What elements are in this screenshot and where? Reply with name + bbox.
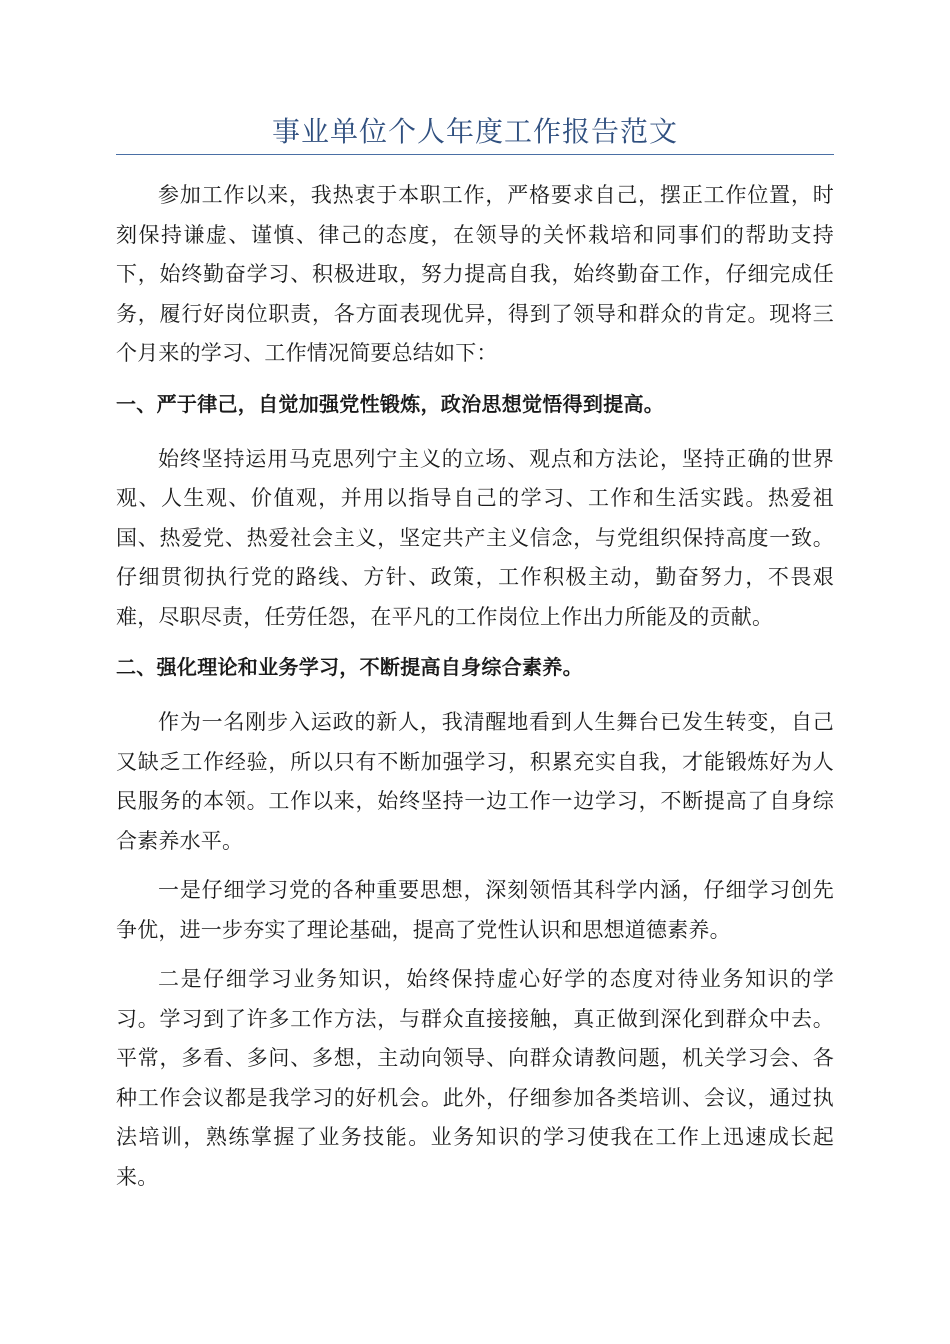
section-2-point-1: 一是仔细学习党的各种重要思想，深刻领悟其科学内涵，仔细学习创先争优，进一步夯实了理论基础，提高了党性认识和思想道德素养。 bbox=[116, 878, 834, 942]
section-1-paragraph: 始终坚持运用马克思列宁主义的立场、观点和方法论，坚持正确的世界观、人生观、价值观，并用以指导自己的学习、工作和生活实践。热爱祖国、热爱党、热爱社会主义，坚定共产主义信念，与党组织保持高度一致。仔细贯彻执行党的路线、方针、政策，工作积极主动，勤奋努力，不畏艰难，尽职尽责，任劳任怨，在平凡的工作岗位上作出力所能及的贡献。 bbox=[116, 446, 834, 629]
section-heading-1: 一、严于律己，自觉加强党性锻炼，政治思想觉悟得到提高。 bbox=[116, 391, 665, 416]
document-body bbox=[116, 176, 834, 1207]
intro-paragraph: 参加工作以来，我热衷于本职工作，严格要求自己，摆正工作位置，时刻保持谦虚、谨慎、律己的态度，在领导的关怀栽培和同事们的帮助支持下，始终勤奋学习、积极进取，努力提高自我，始终勤奋工作，仔细完成任务，履行好岗位职责，各方面表现优异，得到了领导和群众的肯定。现将三个月来的学习、工作情况简要总结如下： bbox=[116, 183, 834, 365]
section-2-paragraph: 作为一名刚步入运政的新人，我清醒地看到人生舞台已发生转变，自己又缺乏工作经验，所以只有不断加强学习，积累充实自我，才能锻炼好为人民服务的本领。工作以来，始终坚持一边工作一边学习，不断提高了自身综合素养水平。 bbox=[116, 710, 834, 853]
section-2-point-2: 二是仔细学习业务知识，始终保持虚心好学的态度对待业务知识的学习。学习到了许多工作方法，与群众直接接触，真正做到深化到群众中去。平常，多看、多问、多想，主动向领导、向群众请教问题，机关学习会、各种工作会议都是我学习的好机会。此外，仔细参加各类培训、会议，通过执法培训，熟练掌握了业务技能。业务知识的学习使我在工作上迅速成长起来。 bbox=[116, 967, 834, 1189]
section-heading-2: 二、强化理论和业务学习，不断提高自身综合素养。 bbox=[116, 655, 583, 679]
title-underline bbox=[116, 154, 834, 155]
document-title: 事业单位个人年度工作报告范文 bbox=[271, 115, 678, 148]
